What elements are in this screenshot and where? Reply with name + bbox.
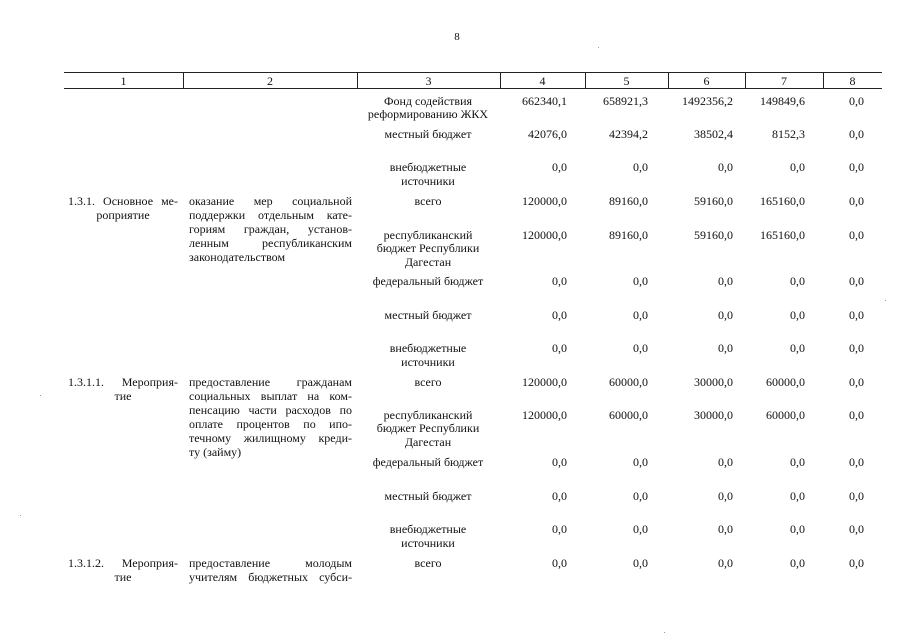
activity-name: тие [114,570,132,584]
activity-description: законодательством [189,250,286,264]
value-cell-col6: 0,0 [718,274,733,288]
table-top-border [64,72,882,73]
value-cell-col5: 0,0 [633,341,648,355]
value-cell-col8: 0,0 [849,522,864,536]
value-cell-col6: 0,0 [718,308,733,322]
activity-description: поддержки отдельным кате- [189,208,352,222]
activity-description: учителям бюджетных субси- [189,570,352,584]
value-cell-col8: 0,0 [849,375,864,389]
value-cell-col8: 0,0 [849,228,864,242]
value-cell-col7: 60000,0 [766,408,805,422]
header-bottom-border [64,88,882,89]
value-cell-col7: 149849,6 [760,94,805,108]
value-cell-col7: 0,0 [790,160,805,174]
value-cell-col6: 0,0 [718,455,733,469]
funding-source-label: внебюджетные [389,160,467,174]
funding-source-label: Дагестан [404,435,452,449]
funding-source-label: Дагестан [404,255,452,269]
scan-speck [664,632,665,633]
funding-source-label: всего [414,556,442,570]
header-cell-8: 8 [849,74,856,88]
funding-source-label: внебюджетные [389,522,467,536]
activity-description: течному жилищному креди- [189,431,352,445]
header-cell-6: 6 [703,74,710,88]
value-cell-col4: 120000,0 [522,375,567,389]
value-cell-col5: 0,0 [633,160,648,174]
funding-source-label: источники [401,355,455,369]
value-cell-col5: 0,0 [633,455,648,469]
value-cell-col7: 0,0 [790,489,805,503]
value-cell-col4: 42076,0 [528,127,567,141]
funding-source-label: местный бюджет [384,489,472,503]
activity-name: роприятие [96,208,150,222]
value-cell-col5: 0,0 [633,274,648,288]
funding-source-label: федеральный бюджет [372,455,484,469]
header-cell-5: 5 [623,74,630,88]
value-cell-col6: 38502,4 [694,127,733,141]
value-cell-col6: 30000,0 [694,408,733,422]
value-cell-col6: 0,0 [718,341,733,355]
funding-source-label: всего [414,194,442,208]
funding-source-label: местный бюджет [384,308,472,322]
value-cell-col8: 0,0 [849,274,864,288]
activity-description: социальных выплат на ком- [189,389,352,403]
header-cell-4: 4 [539,74,546,88]
value-cell-col6: 0,0 [718,522,733,536]
value-cell-col5: 0,0 [633,556,648,570]
value-cell-col4: 662340,1 [522,94,567,108]
activity-name: 1.3.1.2. Мероприя- [68,556,178,570]
activity-description: предоставление гражданам [189,375,352,389]
value-cell-col7: 165160,0 [760,228,805,242]
funding-source-label: федеральный бюджет [372,274,484,288]
value-cell-col5: 42394,2 [609,127,648,141]
value-cell-col7: 0,0 [790,522,805,536]
value-cell-col7: 60000,0 [766,375,805,389]
funding-source-label: реформированию ЖКХ [367,107,489,121]
scan-speck [20,515,21,516]
header-cell-3: 3 [425,74,432,88]
funding-source-label: всего [414,375,442,389]
value-cell-col5: 89160,0 [609,194,648,208]
header-cell-1: 1 [120,74,127,88]
value-cell-col8: 0,0 [849,308,864,322]
value-cell-col6: 59160,0 [694,194,733,208]
value-cell-col5: 60000,0 [609,375,648,389]
activity-description: предоставление молодым [189,556,352,570]
activity-description: ленным республиканским [189,236,352,250]
value-cell-col7: 165160,0 [760,194,805,208]
value-cell-col4: 120000,0 [522,194,567,208]
value-cell-col7: 0,0 [790,274,805,288]
value-cell-col6: 0,0 [718,489,733,503]
value-cell-col5: 60000,0 [609,408,648,422]
value-cell-col5: 0,0 [633,489,648,503]
scan-speck [885,300,886,301]
value-cell-col6: 0,0 [718,556,733,570]
value-cell-col8: 0,0 [849,341,864,355]
value-cell-col4: 0,0 [552,308,567,322]
activity-name: тие [114,389,132,403]
activity-description: оказание мер социальной [189,194,352,208]
value-cell-col7: 0,0 [790,556,805,570]
value-cell-col6: 59160,0 [694,228,733,242]
value-cell-col6: 1492356,2 [682,94,733,108]
funding-source-label: местный бюджет [384,127,472,141]
value-cell-col5: 658921,3 [603,94,648,108]
value-cell-col4: 0,0 [552,556,567,570]
value-cell-col6: 0,0 [718,160,733,174]
funding-source-label: бюджет Республики [376,241,480,255]
activity-description: гориям граждан, установ- [189,222,352,236]
scan-speck [598,47,599,48]
value-cell-col6: 30000,0 [694,375,733,389]
value-cell-col8: 0,0 [849,160,864,174]
activity-description: ту (займу) [189,445,242,459]
value-cell-col4: 0,0 [552,274,567,288]
header-cell-2: 2 [267,74,273,88]
value-cell-col4: 120000,0 [522,228,567,242]
value-cell-col8: 0,0 [849,489,864,503]
funding-source-label: источники [401,174,455,188]
activity-name: 1.3.1. Основное ме- [68,194,178,208]
value-cell-col4: 0,0 [552,522,567,536]
header-cell-7: 7 [781,74,787,88]
value-cell-col8: 0,0 [849,194,864,208]
activity-description: пенсацию части расходов по [189,403,352,417]
funding-source-label: бюджет Республики [376,421,480,435]
value-cell-col5: 0,0 [633,308,648,322]
value-cell-col7: 0,0 [790,308,805,322]
value-cell-col4: 0,0 [552,455,567,469]
value-cell-col8: 0,0 [849,127,864,141]
value-cell-col5: 0,0 [633,522,648,536]
value-cell-col7: 0,0 [790,455,805,469]
value-cell-col7: 8152,3 [772,127,805,141]
funding-source-label: источники [401,536,455,550]
value-cell-col4: 120000,0 [522,408,567,422]
value-cell-col8: 0,0 [849,408,864,422]
value-cell-col8: 0,0 [849,556,864,570]
page-number: 8 [454,31,460,43]
value-cell-col4: 0,0 [552,489,567,503]
funding-source-label: Фонд содействия [383,94,473,108]
funding-source-label: республиканский [383,228,473,242]
scan-speck [40,395,41,396]
value-cell-col4: 0,0 [552,341,567,355]
value-cell-col8: 0,0 [849,455,864,469]
activity-description: оплате процентов по ипо- [189,417,352,431]
value-cell-col7: 0,0 [790,341,805,355]
funding-source-label: республиканский [383,408,473,422]
value-cell-col5: 89160,0 [609,228,648,242]
funding-source-label: внебюджетные [389,341,467,355]
value-cell-col4: 0,0 [552,160,567,174]
value-cell-col8: 0,0 [849,94,864,108]
activity-name: 1.3.1.1. Мероприя- [68,375,178,389]
